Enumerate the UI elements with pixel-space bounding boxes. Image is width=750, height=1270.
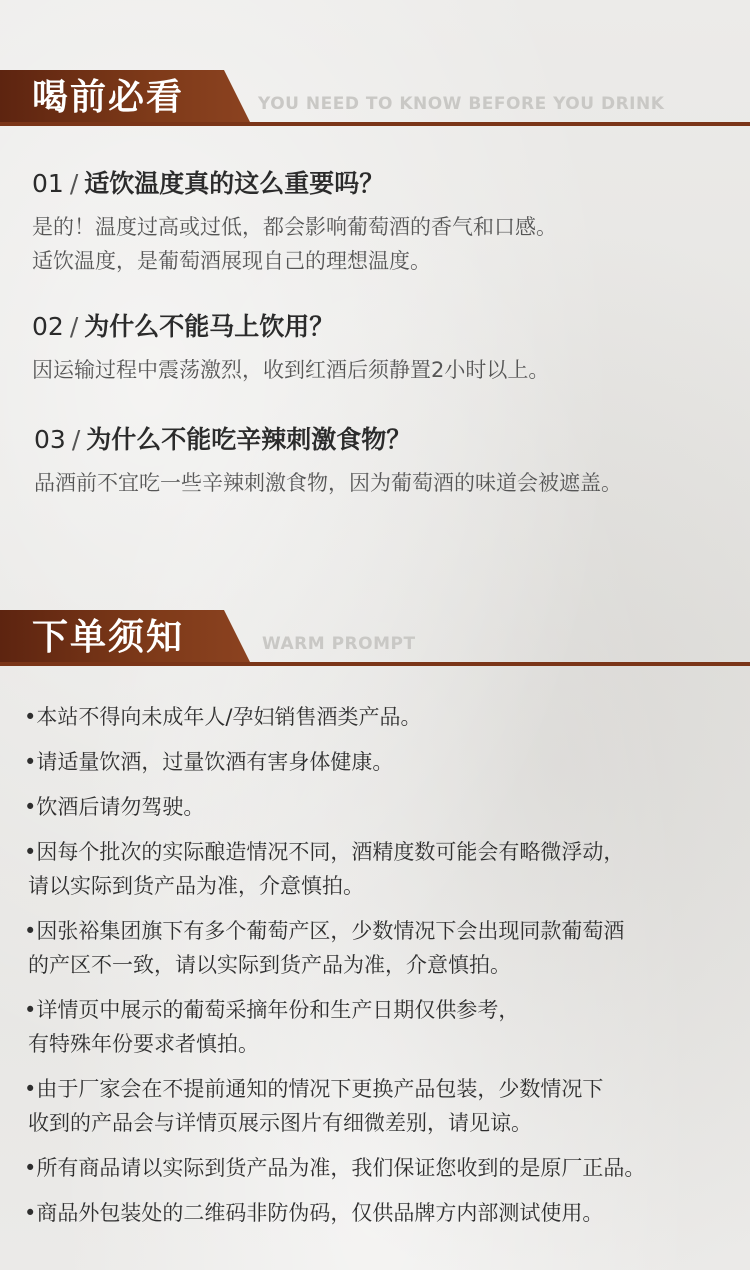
notice-item xyxy=(24,914,739,982)
faq-item-03 xyxy=(0,420,750,500)
faq-question-text: 适饮温度真的这么重要吗？ xyxy=(84,169,385,198)
faq-answer xyxy=(0,466,750,500)
notice-item xyxy=(24,1151,739,1185)
notice-line: 请以实际到货产品为准，介意慎拍。 xyxy=(28,874,364,898)
notice-line: •详情页中展示的葡萄采摘年份和生产日期仅供参考， xyxy=(24,998,520,1022)
faq-answer xyxy=(0,353,750,387)
notice-item xyxy=(24,790,739,824)
faq-answer xyxy=(0,210,750,278)
notice-line: •饮酒后请勿驾驶。 xyxy=(24,795,205,819)
notice-line: •所有商品请以实际到货产品为准，我们保证您收到的是原厂正品。 xyxy=(24,1156,646,1180)
slash-divider: / xyxy=(69,312,79,341)
faq-question xyxy=(0,164,750,204)
notice-item xyxy=(24,835,739,903)
faq-answer-line: 是的！温度过高或过低，都会影响葡萄酒的香气和口感。 xyxy=(32,215,557,239)
faq-item-02 xyxy=(0,307,750,387)
faq-item-01 xyxy=(0,164,750,278)
notice-line: •因张裕集团旗下有多个葡萄产区，少数情况下会出现同款葡萄酒 xyxy=(24,919,625,943)
section-subtitle: WARM PROMPT xyxy=(262,634,416,654)
section-header-order-notice xyxy=(0,610,750,666)
notice-line: •请适量饮酒，过量饮酒有害身体健康。 xyxy=(24,750,394,774)
faq-number: 03 xyxy=(34,425,66,454)
notice-line: 有特殊年份要求者慎拍。 xyxy=(28,1032,259,1056)
notice-line: •由于厂家会在不提前通知的情况下更换产品包装，少数情况下 xyxy=(24,1077,604,1101)
faq-number: 01 xyxy=(32,169,64,198)
faq-answer-line: 因运输过程中震荡激烈，收到红酒后须静置2小时以上。 xyxy=(32,358,550,382)
notice-item xyxy=(24,700,739,734)
notice-list xyxy=(24,700,739,1241)
section-subtitle: YOU NEED TO KNOW BEFORE YOU DRINK xyxy=(258,94,665,114)
notice-item xyxy=(24,745,739,779)
notice-line: 收到的产品会与详情页展示图片有细微差别，请见谅。 xyxy=(28,1111,532,1135)
notice-line: 的产区不一致，请以实际到货产品为准，介意慎拍。 xyxy=(28,953,511,977)
faq-question-text: 为什么不能马上饮用？ xyxy=(84,312,335,341)
faq-answer-line: 品酒前不宜吃一些辛辣刺激食物，因为葡萄酒的味道会被遮盖。 xyxy=(34,471,622,495)
section-header-before-drinking xyxy=(0,70,750,126)
faq-question-text: 为什么不能吃辛辣刺激食物？ xyxy=(86,425,412,454)
slash-divider: / xyxy=(69,169,79,198)
faq-question xyxy=(0,420,750,460)
slash-divider: / xyxy=(71,425,81,454)
notice-item xyxy=(24,1196,739,1230)
faq-answer-line: 适饮温度，是葡萄酒展现自己的理想温度。 xyxy=(32,249,431,273)
notice-item xyxy=(24,993,739,1061)
section-title: 下单须知 xyxy=(32,617,185,658)
notice-item xyxy=(24,1072,739,1140)
notice-line: •因每个批次的实际酿造情况不同，酒精度数可能会有略微浮动， xyxy=(24,840,625,864)
notice-line: •商品外包装处的二维码非防伪码，仅供品牌方内部测试使用。 xyxy=(24,1201,604,1225)
faq-question xyxy=(0,307,750,347)
notice-line: •本站不得向未成年人/孕妇销售酒类产品。 xyxy=(24,705,422,729)
section-title: 喝前必看 xyxy=(32,77,185,118)
faq-number: 02 xyxy=(32,312,64,341)
